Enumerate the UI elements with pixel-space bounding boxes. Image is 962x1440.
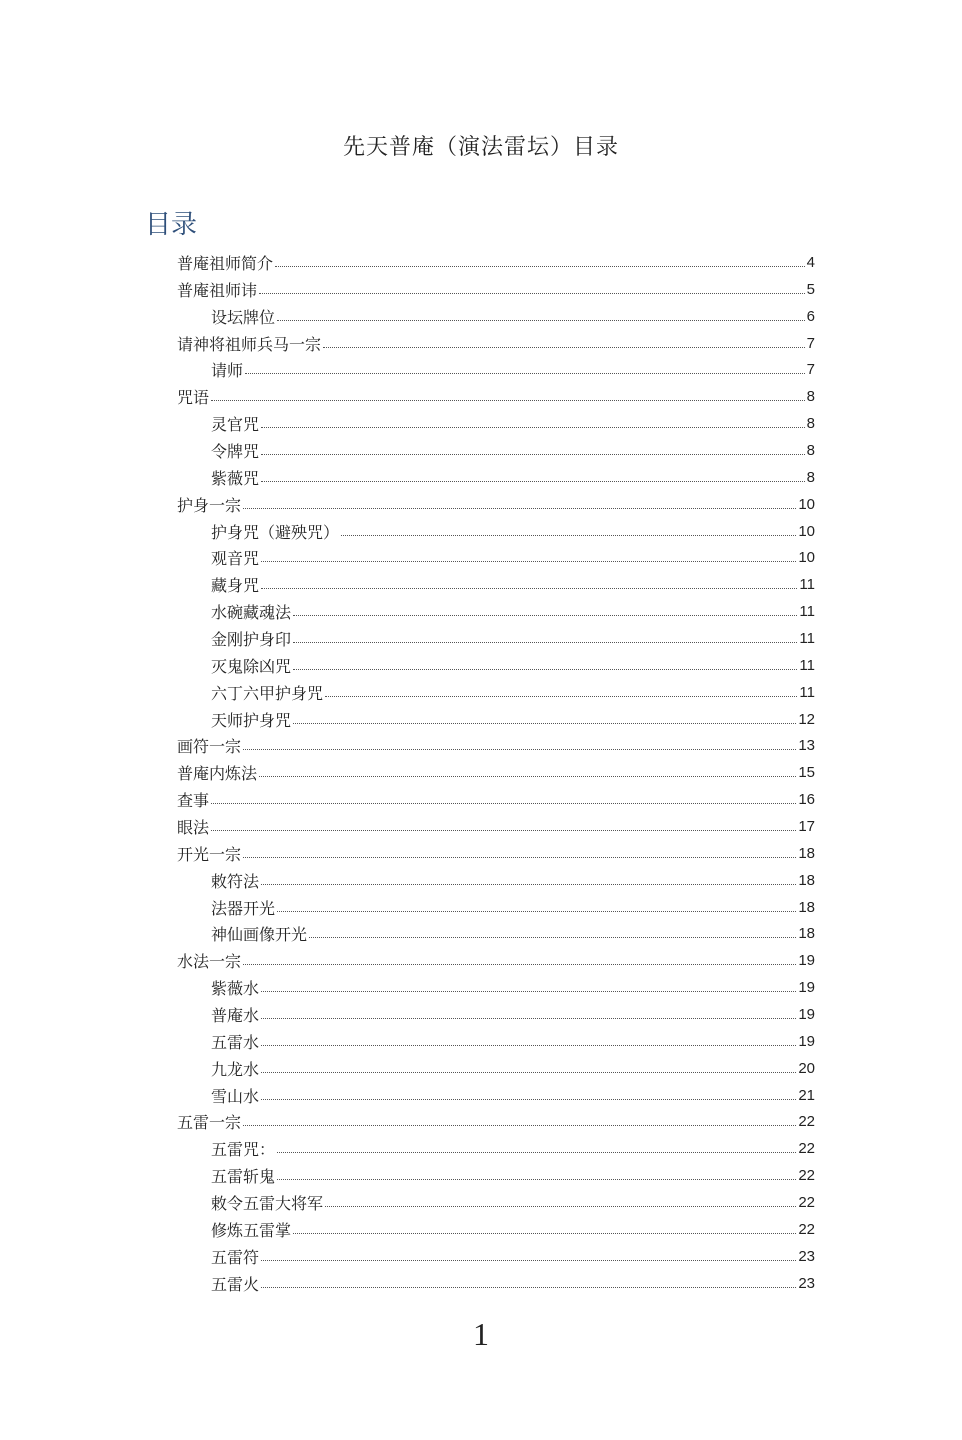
document-title: 先天普庵（演法雷坛）目录 <box>342 135 619 160</box>
toc-entry-label: 普庵水 <box>211 1005 260 1025</box>
toc-entry-page: 8 <box>806 415 815 433</box>
toc-entry[interactable] <box>177 786 815 813</box>
toc-entry-page: 8 <box>806 388 815 406</box>
toc-dot-leader <box>277 1179 796 1180</box>
toc-entry-label: 法器开光 <box>211 898 276 918</box>
toc-entry-page: 11 <box>799 603 815 621</box>
toc-entry[interactable] <box>177 706 815 733</box>
toc-entry[interactable] <box>177 303 815 330</box>
toc-dot-leader <box>243 964 796 965</box>
toc-entry[interactable] <box>177 732 815 759</box>
toc-dot-leader <box>277 911 796 912</box>
toc-entry[interactable] <box>177 383 815 410</box>
toc-dot-leader <box>323 347 805 348</box>
toc-entry-label: 神仙画像开光 <box>211 925 308 945</box>
toc-entry-page: 22 <box>798 1167 815 1185</box>
toc-entry-label: 六丁六甲护身咒 <box>211 683 324 703</box>
toc-entry[interactable] <box>177 840 815 867</box>
toc-entry[interactable] <box>177 920 815 947</box>
toc-dot-leader <box>243 508 796 509</box>
toc-entry[interactable] <box>177 1135 815 1162</box>
toc-entry-label: 开光一宗 <box>177 844 242 864</box>
toc-entry[interactable] <box>177 598 815 625</box>
toc-dot-leader <box>211 830 796 831</box>
toc-entry-label: 普庵内炼法 <box>177 764 258 784</box>
toc-dot-leader <box>309 937 796 938</box>
toc-entry[interactable] <box>177 867 815 894</box>
toc-dot-leader <box>277 320 805 321</box>
toc-entry-label: 紫薇咒 <box>211 468 260 488</box>
toc-dot-leader <box>325 1206 796 1207</box>
toc-entry-page: 11 <box>799 656 815 674</box>
toc-entry-page: 23 <box>798 1247 815 1265</box>
toc-dot-leader <box>243 857 796 858</box>
toc-dot-leader <box>211 803 796 804</box>
toc-entry[interactable] <box>177 1082 815 1109</box>
toc-entry-label: 天师护身咒 <box>211 710 292 730</box>
toc-dot-leader <box>293 669 797 670</box>
toc-entry[interactable] <box>177 437 815 464</box>
toc-entry-label: 五雷水 <box>211 1032 260 1052</box>
toc-entry-page: 7 <box>806 361 815 379</box>
toc-entry-label: 藏身咒 <box>211 576 260 596</box>
toc-dot-leader <box>259 293 805 294</box>
toc-entry[interactable] <box>177 1055 815 1082</box>
toc-entry[interactable] <box>177 974 815 1001</box>
toc-dot-leader <box>261 481 805 482</box>
toc-entry[interactable] <box>177 249 815 276</box>
toc-entry-label: 灵官咒 <box>211 415 260 435</box>
toc-entry-page: 19 <box>798 1005 815 1023</box>
toc-dot-leader <box>261 427 805 428</box>
toc-entry-page: 19 <box>798 1032 815 1050</box>
toc-dot-leader <box>243 749 796 750</box>
toc-entry-label: 请神将祖师兵马一宗 <box>177 334 322 354</box>
toc-entry[interactable] <box>177 894 815 921</box>
toc-dot-leader <box>261 1018 796 1019</box>
toc-entry-page: 10 <box>798 522 815 540</box>
toc-entry-page: 11 <box>799 683 815 701</box>
toc-entry-page: 8 <box>806 468 815 486</box>
toc-entry-label: 敕符法 <box>211 871 260 891</box>
toc-dot-leader <box>277 1152 796 1153</box>
toc-entry-label: 画符一宗 <box>177 737 242 757</box>
toc-entry-page: 6 <box>806 307 815 325</box>
toc-dot-leader <box>261 454 805 455</box>
toc-entry-page: 11 <box>799 629 815 647</box>
toc-entry-page: 21 <box>798 1086 815 1104</box>
toc-entry-label: 水法一宗 <box>177 952 242 972</box>
toc-entry-label: 令牌咒 <box>211 441 260 461</box>
toc-entry[interactable] <box>177 491 815 518</box>
toc-entry-label: 普庵祖师讳 <box>177 280 258 300</box>
toc-entry-page: 16 <box>798 791 815 809</box>
toc-entry-page: 4 <box>806 253 815 271</box>
toc-entry[interactable] <box>177 813 815 840</box>
toc-entry-page: 22 <box>798 1113 815 1131</box>
toc-dot-leader <box>261 1260 796 1261</box>
toc-entry-page: 19 <box>798 979 815 997</box>
toc-entry-page: 13 <box>798 737 815 755</box>
toc-entry-label: 雪山水 <box>211 1086 260 1106</box>
toc-entry-label: 普庵祖师简介 <box>177 253 274 273</box>
toc-entry-label: 五雷咒： <box>211 1140 276 1160</box>
toc-entry-page: 22 <box>798 1194 815 1211</box>
toc-entry[interactable] <box>177 571 815 598</box>
toc-entry[interactable] <box>177 1243 815 1270</box>
toc-entry-label: 护身咒（避殃咒） <box>211 522 340 542</box>
toc-entry-page: 7 <box>806 334 815 352</box>
toc-dot-leader <box>245 373 805 374</box>
toc-dot-leader <box>325 696 797 697</box>
toc-entry-label: 金刚护身印 <box>211 629 292 649</box>
toc-entry-label: 九龙水 <box>211 1059 260 1079</box>
toc-entry[interactable] <box>177 464 815 491</box>
toc-dot-leader <box>293 723 796 724</box>
toc-dot-leader <box>261 1072 796 1073</box>
toc-dot-leader <box>261 1099 796 1100</box>
toc-entry-label: 设坛牌位 <box>211 307 276 327</box>
toc-dot-leader <box>243 1125 796 1126</box>
toc-entry[interactable] <box>177 276 815 303</box>
toc-entry-label: 五雷一宗 <box>177 1113 242 1133</box>
toc-entry-label: 紫薇水 <box>211 979 260 999</box>
page-number: 1 <box>473 1316 489 1352</box>
toc-dot-leader <box>261 1287 796 1288</box>
toc-entry-page: 22 <box>798 1140 815 1158</box>
toc-entry-label: 观音咒 <box>211 549 260 569</box>
toc-entry-label: 五雷斩鬼 <box>211 1167 276 1187</box>
toc-entry-page: 22 <box>798 1220 815 1238</box>
toc-entry[interactable] <box>177 410 815 437</box>
toc-entry-page: 18 <box>798 925 815 943</box>
toc-entry[interactable] <box>177 947 815 974</box>
toc-dot-leader <box>275 266 805 267</box>
toc-list <box>177 249 815 1297</box>
toc-entry[interactable] <box>177 356 815 383</box>
toc-dot-leader <box>341 535 796 536</box>
toc-entry[interactable] <box>177 1109 815 1136</box>
toc-entry-page: 18 <box>798 844 815 862</box>
toc-entry[interactable] <box>177 330 815 357</box>
toc-entry[interactable] <box>177 1028 815 1055</box>
toc-entry[interactable] <box>177 759 815 786</box>
toc-heading: 目录 <box>145 210 198 240</box>
toc-entry-label: 请师 <box>211 361 244 381</box>
toc-entry-label: 咒语 <box>177 388 210 408</box>
toc-dot-leader <box>293 615 797 616</box>
toc-entry[interactable] <box>177 1270 815 1297</box>
toc-entry-label: 眼法 <box>177 817 210 837</box>
toc-entry-page: 12 <box>798 710 815 728</box>
toc-dot-leader <box>261 1045 796 1046</box>
toc-entry-page: 5 <box>806 280 815 298</box>
toc-entry-label: 护身一宗 <box>177 495 242 515</box>
toc-dot-leader <box>261 884 796 885</box>
toc-entry-label: 敕令五雷大将军 <box>211 1194 324 1213</box>
toc-entry-label: 灭鬼除凶咒 <box>211 656 292 676</box>
toc-dot-leader <box>261 588 797 589</box>
toc-entry-label: 五雷火 <box>211 1274 260 1294</box>
toc-entry[interactable] <box>177 1216 815 1243</box>
toc-entry[interactable] <box>177 625 815 652</box>
toc-entry[interactable] <box>177 1162 815 1189</box>
toc-dot-leader <box>261 991 796 992</box>
toc-entry-label: 修炼五雷掌 <box>211 1220 292 1240</box>
toc-entry[interactable] <box>177 679 815 706</box>
toc-dot-leader <box>293 1233 796 1234</box>
toc-entry-page: 18 <box>798 898 815 916</box>
toc-entry-label: 五雷符 <box>211 1247 260 1267</box>
toc-entry-page: 8 <box>806 441 815 459</box>
toc-dot-leader <box>293 642 797 643</box>
toc-entry[interactable] <box>177 1001 815 1028</box>
toc-entry-page: 10 <box>798 549 815 567</box>
toc-entry-page: 17 <box>798 817 815 835</box>
toc-entry-page: 15 <box>798 764 815 782</box>
toc-entry-page: 23 <box>798 1274 815 1292</box>
toc-entry[interactable] <box>177 544 815 571</box>
toc-entry-page: 20 <box>798 1059 815 1077</box>
toc-entry-label: 查事 <box>177 791 210 811</box>
toc-entry-page: 19 <box>798 952 815 970</box>
toc-dot-leader <box>261 561 796 562</box>
toc-entry-page: 18 <box>798 871 815 889</box>
toc-entry[interactable] <box>177 652 815 679</box>
toc-entry[interactable] <box>177 518 815 545</box>
toc-dot-leader <box>211 400 805 401</box>
toc-dot-leader <box>259 776 796 777</box>
toc-entry-page: 10 <box>798 495 815 513</box>
toc-entry-page: 11 <box>799 576 815 594</box>
toc-entry[interactable] <box>177 1189 815 1216</box>
toc-entry-label: 水碗藏魂法 <box>211 603 292 623</box>
